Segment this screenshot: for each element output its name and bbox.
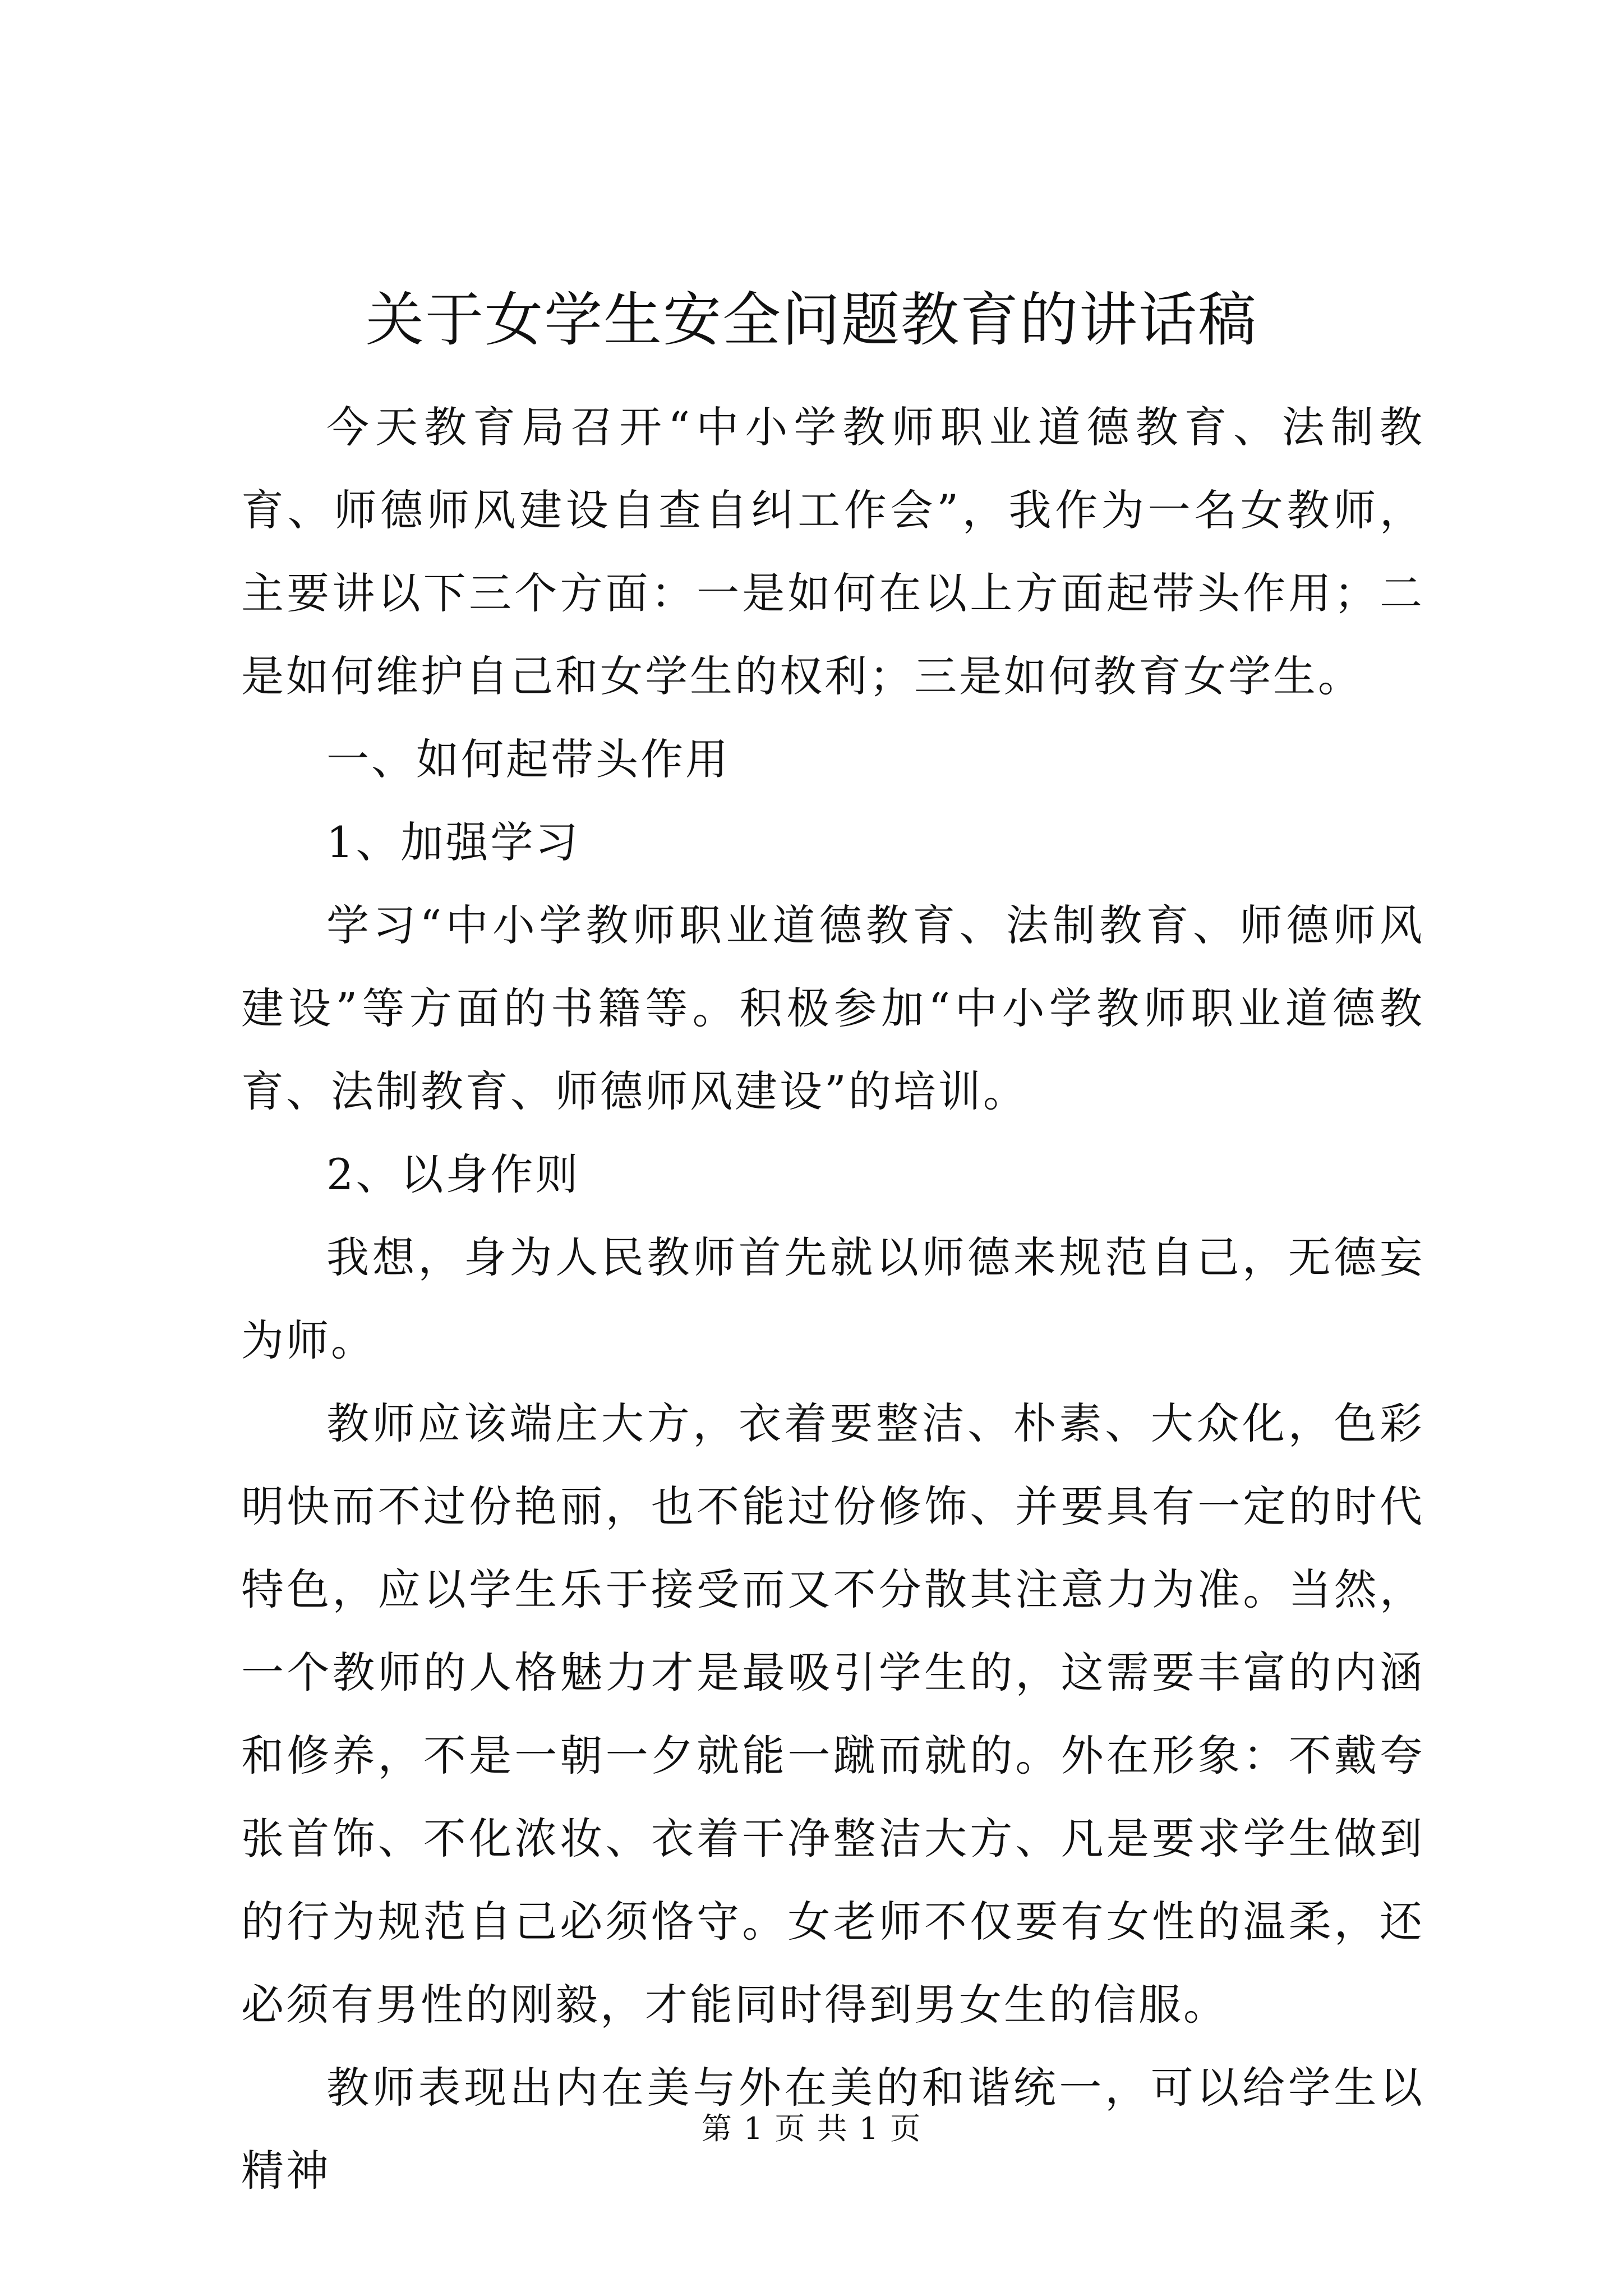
paragraph-teacher-appearance: 教师应该端庄大方，衣着要整洁、朴素、大众化，色彩明快而不过份艳丽，也不能过份修饰、并要具有一定的时代特色，应以学生乐于接受而又不分散其注意力为准。当然，一个教师的人格魅力才是最吸引学生的，这需要丰富的内涵和修养，不是一朝一夕就能一蹴而就的。外在形象：不戴夸张首饰、不化浓妆、衣着干净整洁大方、凡是要求学生做到的行为规范自己必须恪守。女老师不仅要有女性的温柔，还必须有男性的刚毅，才能同时得到男女生的信服。 [241, 1398, 1424, 2030]
paragraph-learning: 学习“中小学教师职业道德教育、法制教育、师德师风建设”等方面的书籍等。积极参加“中小学教师职业道德教育、法制教育、师德师风建设”的培训。 [241, 900, 1424, 1116]
section-heading-1: 一、如何起带头作用 [326, 734, 730, 784]
document-title: 关于女学生安全问题教育的讲话稿 [365, 286, 1257, 354]
document-body [241, 386, 1424, 2212]
subheading-strengthen-learning: 1、加强学习 [326, 817, 580, 867]
paragraph-teacher-ethics: 我想，身为人民教师首先就以师德来规范自己，无德妄为师。 [241, 1232, 1424, 1365]
paragraph-intro: 今天教育局召开“中小学教师职业道德教育、法制教育、师德师风建设自查自纠工作会”，我作为一名女教师，主要讲以下三个方面：一是如何在以上方面起带头作用；二是如何维护自己和女学生的权利；三是如何教育女学生。 [241, 402, 1424, 701]
paragraph-inner-outer-beauty: 教师表现出内在美与外在美的和谐统一，可以给学生以精神 [241, 2063, 1424, 2196]
subheading-lead-by-example: 2、以身作则 [326, 1149, 580, 1199]
page-number-footer: 第 1 页 共 1 页 [701, 2111, 922, 2146]
